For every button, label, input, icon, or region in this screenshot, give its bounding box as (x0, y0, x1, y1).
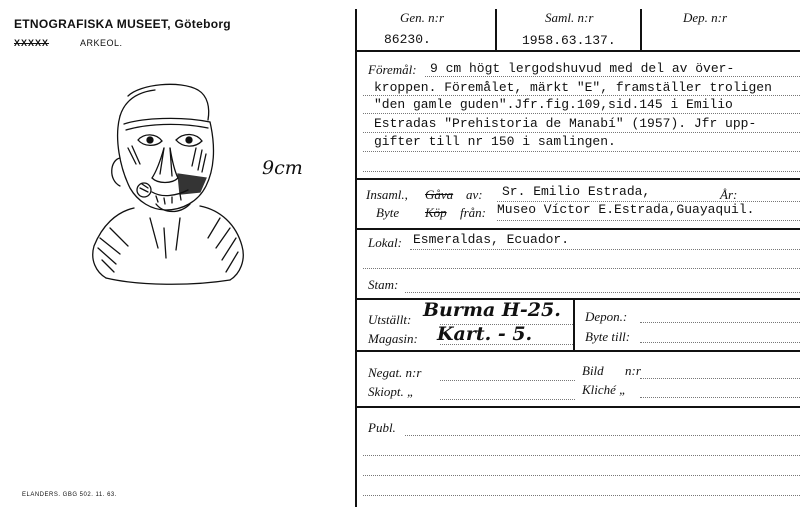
foremal-line: Estradas "Prehistoria de Manabí" (1957). Jfr upp- (374, 116, 757, 131)
utstallt-value: Burma H-25. (423, 299, 561, 321)
rule (640, 397, 800, 398)
negat-label: Negat. n:r (368, 365, 422, 380)
bild-label: Bild (582, 363, 604, 378)
rule (363, 268, 800, 269)
dep-nr-label: Dep. n:r (683, 10, 728, 25)
gen-nr-label: Gen. n:r (400, 10, 445, 25)
card-divider (355, 9, 357, 507)
gen-nr-value: 86230. (384, 32, 431, 47)
publ-label: Publ. (368, 420, 396, 435)
kliche-label: Kliché „ (582, 382, 627, 397)
rule (640, 322, 800, 323)
foremal-line: kroppen. Föremålet, märkt "E", framställer troligen (374, 80, 772, 95)
av-label: av: (466, 187, 483, 202)
rule (363, 171, 800, 172)
rule (497, 201, 800, 202)
stam-label: Stam: (368, 277, 399, 292)
lokal-value: Esmeraldas, Ecuador. (413, 232, 570, 247)
rule (640, 342, 800, 343)
gava-struck: Gåva (425, 187, 454, 202)
foremal-line: 9 cm högt lergodshuvud med del av över- (430, 61, 735, 76)
rule (357, 228, 800, 230)
rule (440, 399, 575, 400)
rule (363, 455, 800, 456)
rule (405, 292, 800, 293)
rule (410, 249, 800, 250)
rule (363, 151, 800, 152)
rule (357, 178, 800, 180)
clay-head-sketch-icon (80, 78, 255, 290)
lokal-label: Lokal: (368, 235, 402, 250)
rule (363, 113, 800, 114)
col-divider-1 (495, 9, 497, 51)
rule (640, 378, 800, 379)
depon-label: Depon.: (585, 309, 628, 324)
rule (405, 435, 800, 436)
museum-title: ETNOGRAFISKA MUSEET, Göteborg (14, 17, 231, 31)
magasin-value: Kart. - 5. (437, 323, 533, 345)
bild-nr-label: n:r (625, 363, 641, 378)
storage-divider (573, 298, 575, 350)
insaml-value: Sr. Emilio Estrada, (502, 184, 651, 199)
rule (357, 406, 800, 408)
skiopt-label: Skiopt. „ (368, 384, 415, 399)
byte-value: Museo Víctor E.Estrada,Guayaquil. (497, 202, 755, 217)
printer-imprint: ELANDERS. GBG 502. 11. 63. (22, 492, 117, 498)
saml-nr-label: Saml. n:r (545, 10, 594, 25)
department-struck: XXXXX (14, 38, 50, 48)
insaml-label: Insaml., (366, 187, 408, 202)
byte-till-label: Byte till: (585, 329, 631, 344)
foremal-label: Föremål: (368, 62, 417, 77)
foremal-line: gifter till nr 150 i samlingen. (374, 134, 616, 149)
rule (497, 220, 800, 221)
rule (363, 132, 800, 133)
fran-label: från: (460, 205, 486, 220)
kop-struck: Köp (425, 205, 447, 220)
rule (440, 380, 575, 381)
byte-label: Byte (376, 205, 400, 220)
rule (425, 76, 800, 77)
utstallt-label: Utställt: (368, 312, 412, 327)
col-divider-2 (640, 9, 642, 51)
rule (363, 475, 800, 476)
department-label: ARKEOL. (80, 38, 123, 48)
ar-label: År: (720, 187, 738, 202)
size-annotation: 9cm (262, 157, 303, 179)
foremal-line: "den gamle guden".Jfr.fig.109,sid.145 i Emilio (374, 97, 733, 112)
rule (440, 324, 573, 325)
rule (440, 344, 573, 345)
rule (357, 350, 800, 352)
rule (363, 95, 800, 96)
magasin-label: Magasin: (368, 331, 418, 346)
saml-nr-value: 1958.63.137. (522, 33, 616, 48)
rule (363, 495, 800, 496)
rule (357, 50, 800, 52)
